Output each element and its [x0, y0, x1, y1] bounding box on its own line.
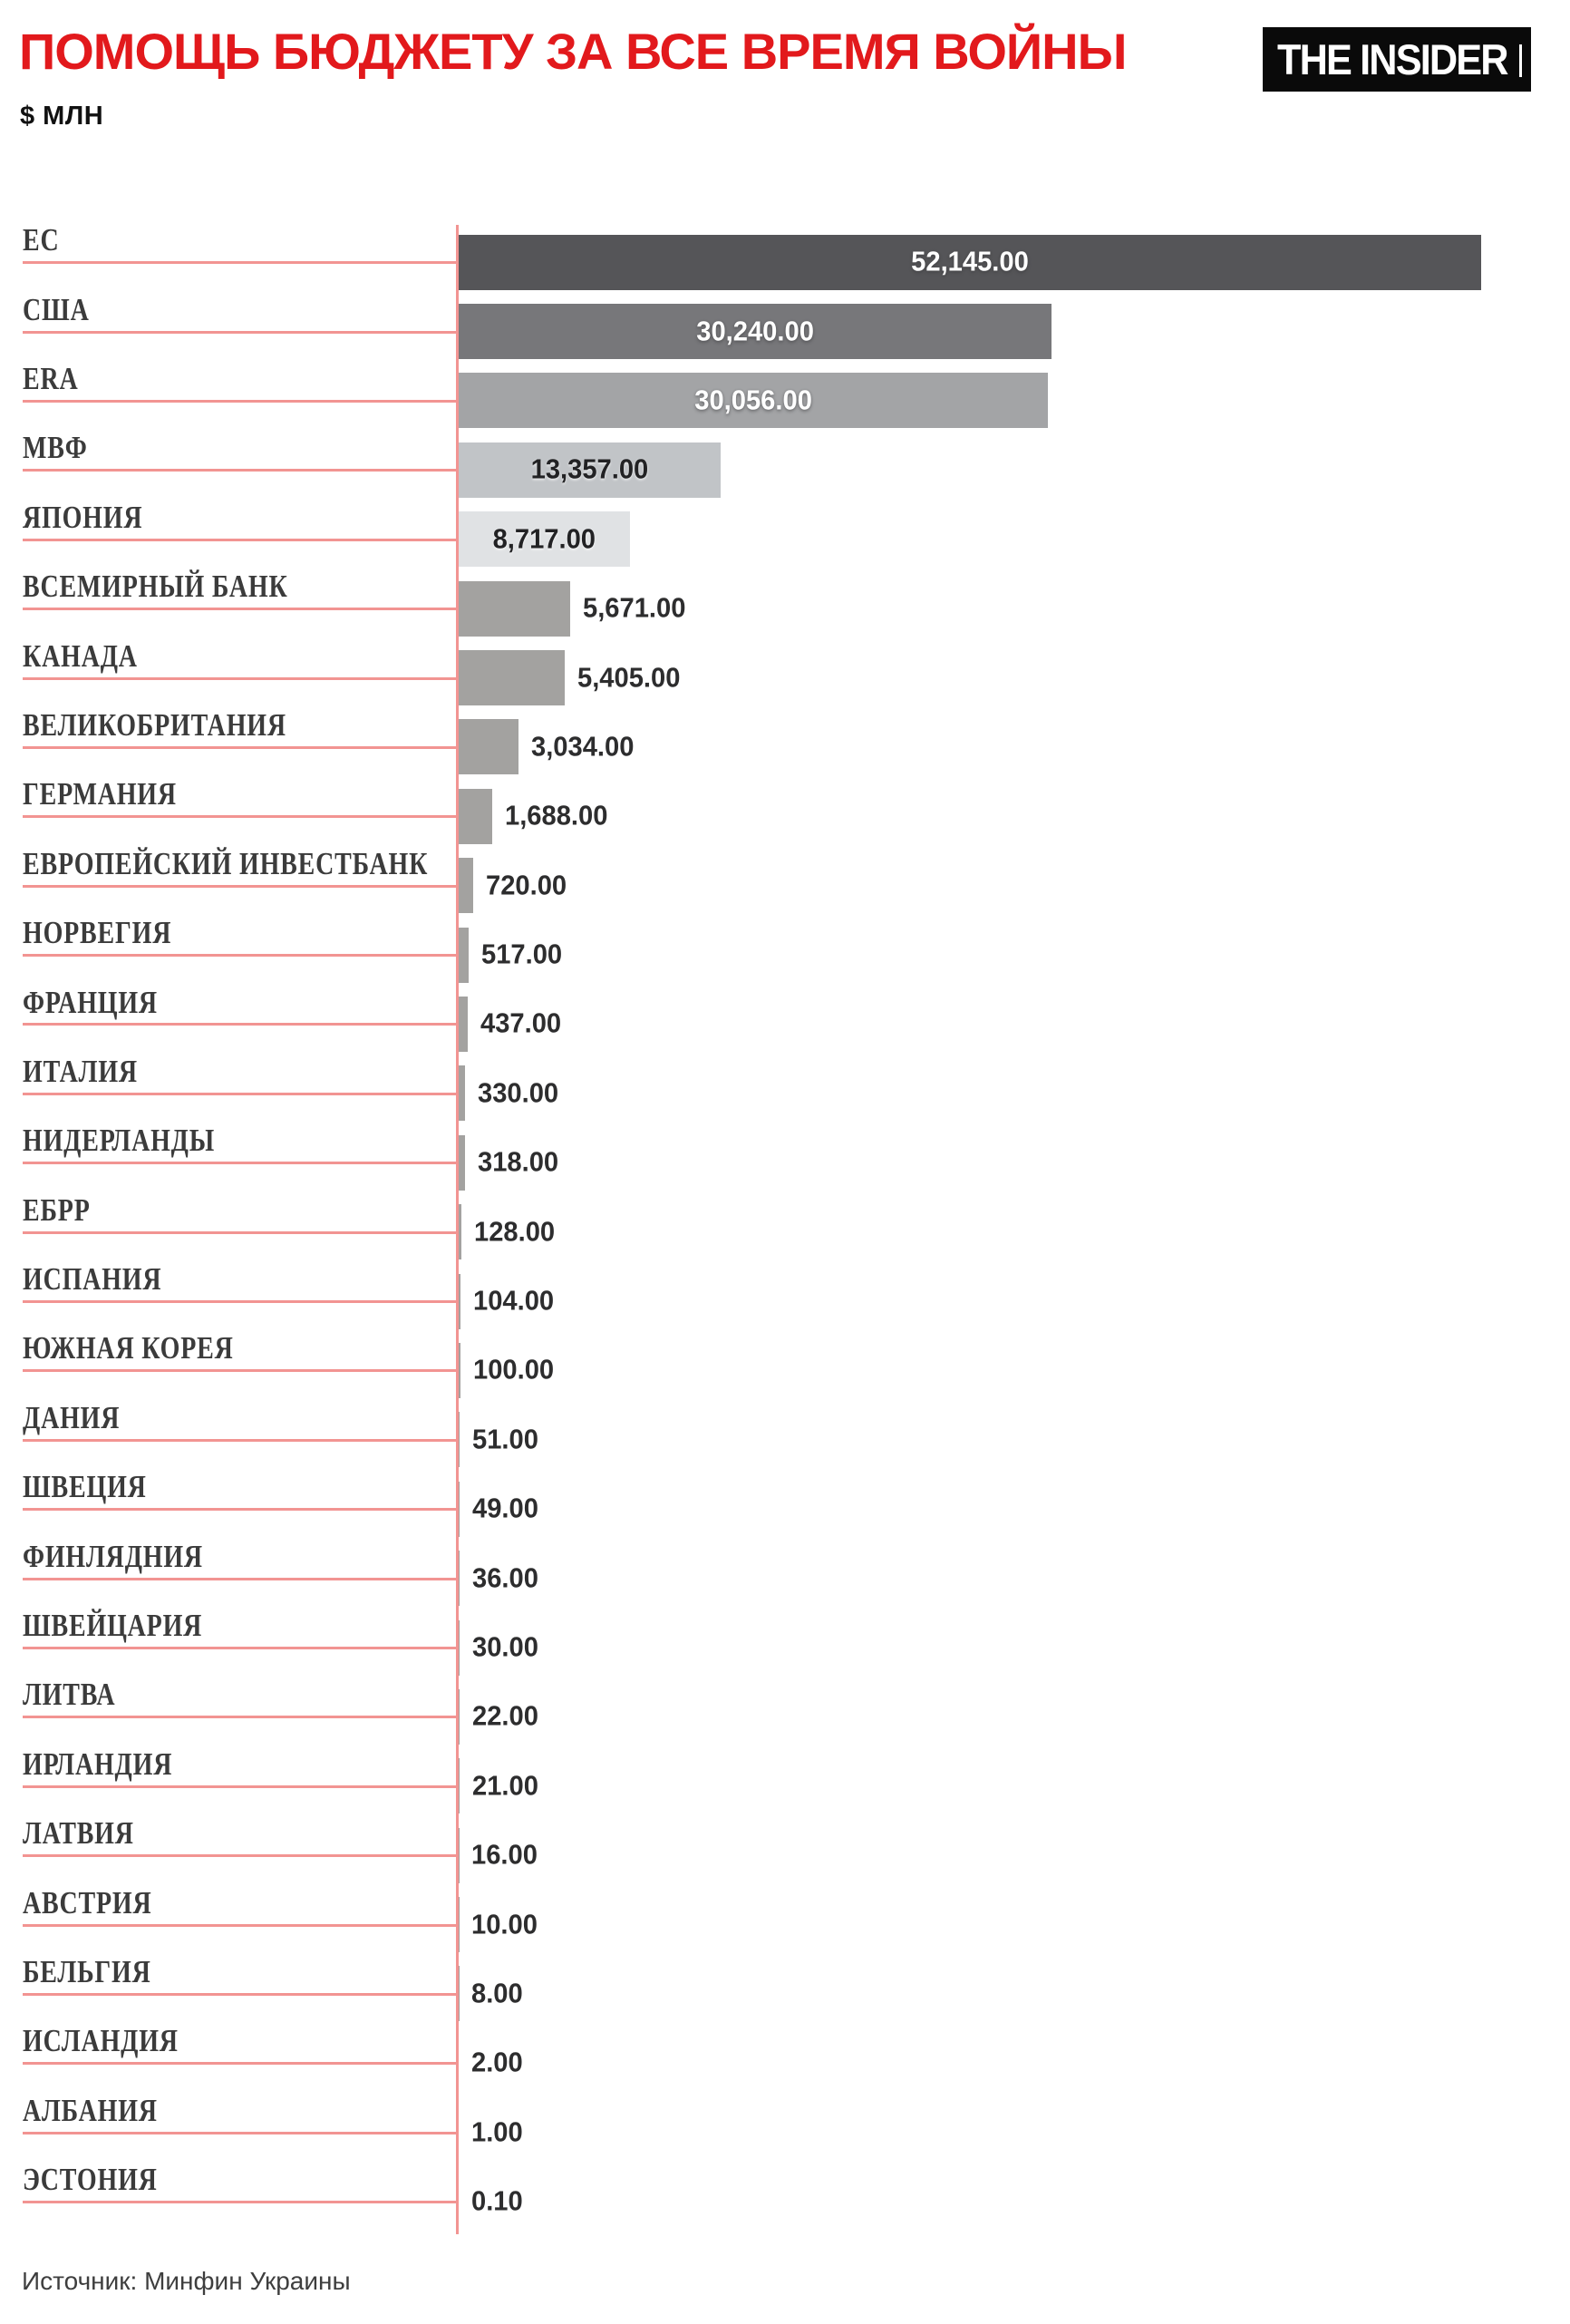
value-label: 10.00 [471, 1907, 538, 1940]
value-label: 8.00 [471, 1977, 523, 2009]
value-label: 5,671.00 [582, 591, 686, 624]
value-bar [459, 1482, 460, 1537]
value-bar [459, 1204, 461, 1259]
category-underline [23, 1647, 456, 1649]
category-underline [23, 1785, 456, 1788]
category-underline [23, 1023, 456, 1026]
category-label: МВФ [23, 430, 88, 466]
value-label: 5,405.00 [577, 660, 681, 693]
value-label: 49.00 [472, 1492, 539, 1524]
page-title: ПОМОЩЬ БЮДЖЕТУ ЗА ВСЕ ВРЕМЯ ВОЙНЫ [19, 23, 1127, 80]
value-bar [459, 1551, 460, 1606]
chart-row [0, 2092, 1570, 2167]
category-underline [23, 1369, 456, 1372]
value-label: 517.00 [481, 938, 563, 970]
chart-row [0, 845, 1570, 920]
category-underline [23, 1508, 456, 1511]
chart-row [0, 1330, 1570, 1405]
category-label: ИСПАНИЯ [23, 1261, 162, 1298]
category-label: ERA [23, 360, 79, 396]
category-label: ЕС [23, 222, 60, 258]
category-label: ИСЛАНДИЯ [23, 2023, 179, 2059]
value-bar [459, 1065, 465, 1121]
unit-label: $ МЛН [20, 102, 104, 131]
category-label: НИДЕРЛАНДЫ [23, 1123, 216, 1159]
category-underline [23, 954, 456, 957]
chart-row [0, 1053, 1570, 1128]
chart-row [0, 222, 1570, 297]
category-label: ДАНИЯ [23, 1399, 121, 1435]
value-label: 30,240.00 [696, 314, 814, 346]
category-label: НОРВЕГИЯ [23, 915, 172, 951]
chart-row [0, 360, 1570, 435]
chart-row [0, 706, 1570, 782]
category-label: ЮЖНАЯ КОРЕЯ [23, 1330, 234, 1366]
category-underline [23, 469, 456, 472]
value-bar [459, 1412, 460, 1467]
category-underline [23, 1716, 456, 1718]
value-bar [459, 719, 518, 774]
category-label: ЛИТВА [23, 1677, 116, 1713]
value-bar [459, 1689, 460, 1745]
the-insider-logo [1263, 27, 1531, 92]
value-bar [459, 1274, 460, 1329]
chart-row [0, 2162, 1570, 2236]
category-underline [23, 1162, 456, 1164]
category-underline [23, 608, 456, 610]
value-label: 30,056.00 [694, 384, 812, 416]
chart-row [0, 1815, 1570, 1890]
category-label: БЕЛЬГИЯ [23, 1953, 151, 1989]
chart-row [0, 637, 1570, 712]
chart-row [0, 776, 1570, 851]
chart-row [0, 1745, 1570, 1821]
category-underline [23, 1231, 456, 1234]
value-bar [459, 858, 473, 913]
value-label: 1,688.00 [504, 799, 607, 831]
category-label: ИРЛАНДИЯ [23, 1745, 173, 1782]
value-bar [459, 1758, 460, 1813]
category-underline [23, 2062, 456, 2065]
chart-row [0, 291, 1570, 365]
value-label: 3,034.00 [530, 730, 635, 763]
value-label: 30.00 [471, 1630, 538, 1663]
chart-row [0, 915, 1570, 989]
value-bar [459, 650, 565, 705]
source-note: Источник: Минфин Украины [22, 2267, 351, 2295]
chart-row [0, 1608, 1570, 1682]
value-label: 128.00 [473, 1214, 555, 1247]
value-label: 437.00 [480, 1006, 561, 1039]
value-label: 22.00 [471, 1699, 538, 1732]
category-label: ФРАНЦИЯ [23, 984, 158, 1020]
value-bar [459, 789, 492, 844]
category-label: ШВЕЙЦАРИЯ [23, 1608, 203, 1644]
category-label: КАНАДА [23, 637, 138, 674]
value-label: 36.00 [471, 1561, 538, 1593]
category-underline [23, 1854, 456, 1857]
value-label: 1.00 [471, 2115, 523, 2148]
category-underline [23, 746, 456, 749]
value-bar [459, 1620, 460, 1676]
category-label: ФИНЛЯДНИЯ [23, 1538, 203, 1574]
bar-chart [0, 222, 1570, 2237]
value-label: 16.00 [471, 1838, 538, 1871]
value-bar [459, 1135, 465, 1191]
chart-row [0, 1123, 1570, 1197]
category-underline [23, 1300, 456, 1303]
category-underline [23, 815, 456, 818]
chart-row [0, 1677, 1570, 1751]
category-underline [23, 1924, 456, 1927]
chart-row [0, 430, 1570, 504]
chart-row [0, 1191, 1570, 1266]
category-underline [23, 1993, 456, 1996]
chart-axis-line [456, 225, 459, 2234]
category-label: ШВЕЦИЯ [23, 1469, 147, 1505]
category-label: ЯПОНИЯ [23, 499, 143, 535]
value-label: 720.00 [485, 868, 567, 900]
category-label: АЛБАНИЯ [23, 2092, 158, 2128]
category-underline [23, 400, 456, 403]
value-label: 330.00 [478, 1076, 559, 1109]
category-underline [23, 885, 456, 888]
chart-row [0, 984, 1570, 1058]
category-underline [23, 1093, 456, 1095]
logo-text: THE INSIDER [1277, 35, 1507, 83]
value-label: 0.10 [471, 2184, 523, 2217]
chart-rows [0, 222, 1570, 2236]
chart-row [0, 1884, 1570, 1959]
category-label: ЕВРОПЕЙСКИЙ ИНВЕСТБАНК [23, 845, 429, 881]
value-bar [459, 928, 469, 983]
value-label: 8,717.00 [492, 522, 596, 555]
value-label: 51.00 [472, 1423, 539, 1455]
chart-row [0, 1399, 1570, 1474]
category-underline [23, 261, 456, 264]
category-label: ЭСТОНИЯ [23, 2162, 158, 2198]
value-label: 2.00 [471, 2046, 523, 2078]
value-bar [459, 1343, 460, 1398]
value-label: 13,357.00 [530, 452, 649, 485]
category-underline [23, 539, 456, 541]
chart-row [0, 1953, 1570, 2028]
category-label: ЕБРР [23, 1191, 91, 1228]
value-bar [459, 581, 570, 637]
category-underline [23, 1578, 456, 1580]
category-underline [23, 1439, 456, 1442]
chart-row [0, 569, 1570, 643]
logo-cursor-bar [1519, 44, 1522, 77]
category-underline [23, 331, 456, 334]
value-label: 104.00 [473, 1284, 555, 1317]
category-underline [23, 677, 456, 680]
category-label: АВСТРИЯ [23, 1884, 152, 1920]
category-label: ВЕЛИКОБРИТАНИЯ [23, 706, 286, 743]
chart-row [0, 1261, 1570, 1336]
category-label: ЛАТВИЯ [23, 1815, 134, 1852]
chart-row [0, 2023, 1570, 2097]
value-label: 100.00 [473, 1353, 555, 1386]
category-underline [23, 2201, 456, 2203]
value-label: 21.00 [471, 1769, 538, 1802]
category-label: ИТАЛИЯ [23, 1053, 138, 1089]
value-label: 318.00 [477, 1145, 559, 1178]
category-label: США [23, 291, 90, 327]
chart-row [0, 499, 1570, 574]
chart-row [0, 1538, 1570, 1612]
chart-row [0, 1469, 1570, 1543]
category-label: ГЕРМАНИЯ [23, 776, 177, 812]
value-bar [459, 997, 468, 1052]
value-label: 52,145.00 [911, 245, 1029, 277]
category-underline [23, 2132, 456, 2134]
category-label: ВСЕМИРНЫЙ БАНК [23, 569, 288, 605]
